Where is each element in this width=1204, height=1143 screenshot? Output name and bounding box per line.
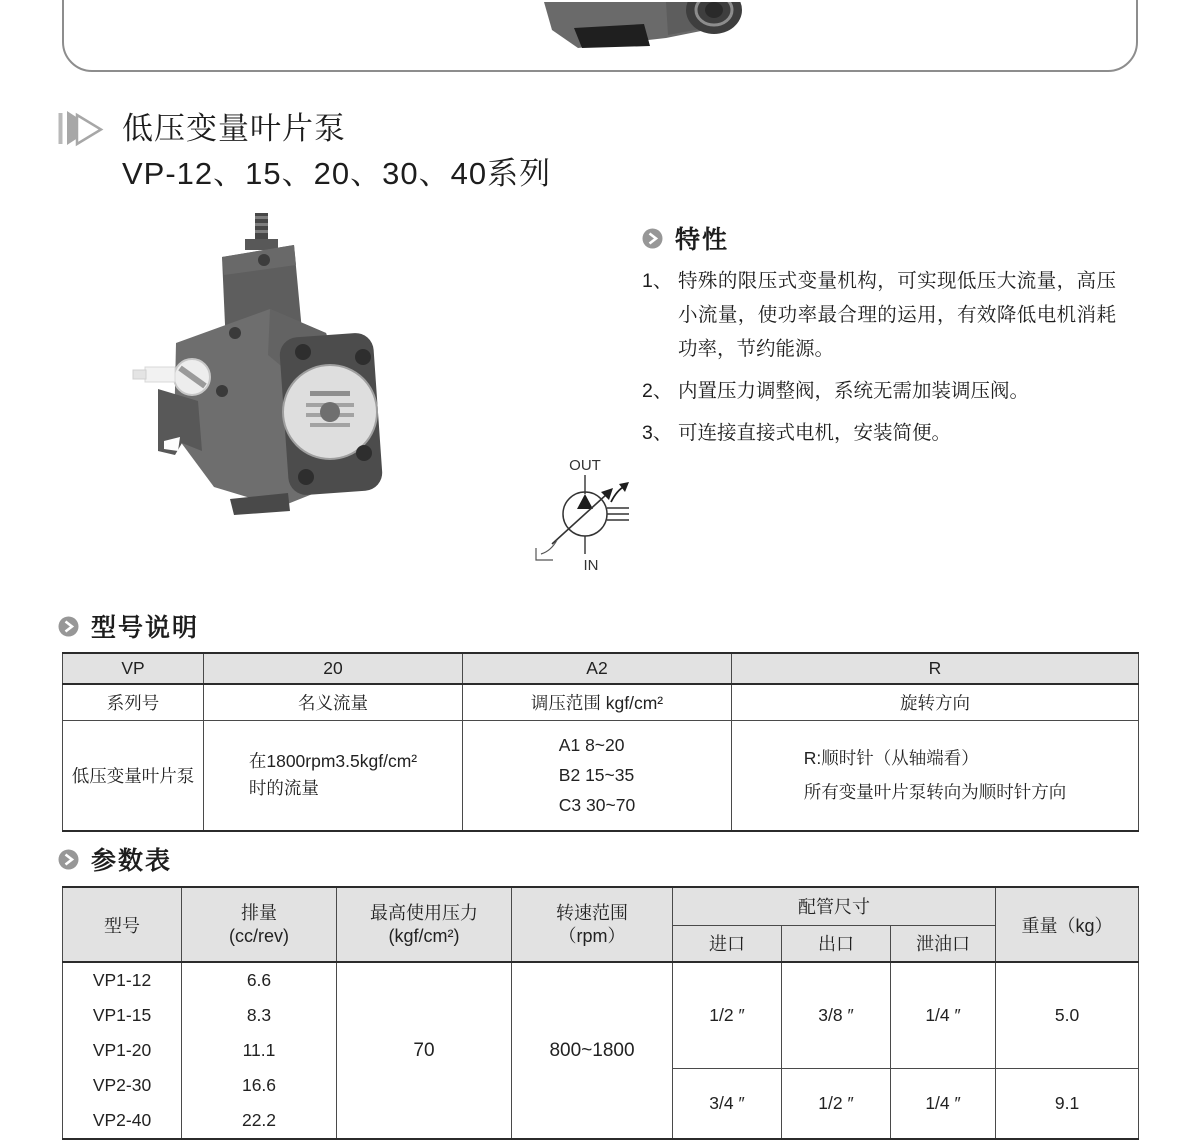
rotation-desc-cell (732, 720, 1139, 831)
section-marker-icon (642, 228, 663, 249)
inlet-size-cell: 3/4 ″ (673, 1068, 782, 1139)
label-series: 系列号 (63, 684, 204, 720)
section-heading: 参数表 (91, 847, 173, 875)
drain-size-cell: 1/4 ″ (891, 962, 996, 1068)
section-marker-icon (58, 849, 79, 870)
speed-range-cell: 800~1800 (512, 962, 673, 1139)
param-section-heading (58, 841, 172, 877)
model-name: VP1-12 (92, 970, 152, 990)
model-name: VP1-20 (92, 1040, 152, 1060)
drain-size-cell: 1/4 ″ (891, 1068, 996, 1139)
feature-item (642, 416, 1116, 450)
label-pressure-range: 调压范围 kgf/cm² (463, 684, 732, 720)
section-heading: 型号说明 (91, 614, 200, 642)
fast-forward-icon (58, 110, 108, 150)
series-name-cell: 低压变量叶片泵 (63, 720, 204, 831)
displacement-value: 16.6 (241, 1075, 277, 1095)
param-table (62, 886, 1139, 1140)
pump-product-photo (118, 205, 463, 540)
displacement-value: 8.3 (246, 1005, 272, 1025)
feature-item (642, 264, 1116, 366)
feature-number: 1、 (642, 270, 673, 292)
features-heading: 特性 (675, 226, 730, 254)
col-header-piping: 配管尺寸 (673, 887, 996, 925)
pressure-option: C3 30~70 (558, 795, 636, 816)
model-code-rotation: R (732, 653, 1139, 684)
pump-photo-fragment (516, 2, 766, 50)
col-header-inlet: 进口 (673, 925, 782, 962)
inlet-size-cell: 1/2 ″ (673, 962, 782, 1068)
pump-symbol-diagram (523, 448, 683, 578)
model-name: VP2-30 (92, 1075, 152, 1095)
model-table (62, 652, 1139, 832)
section-marker-icon (58, 616, 79, 637)
label-rotation: 旋转方向 (732, 684, 1139, 720)
label-flow: 名义流量 (204, 684, 463, 720)
feature-number: 2、 (642, 380, 673, 402)
weight-cell: 5.0 (996, 962, 1139, 1068)
feature-text: 可连接直接式电机，安装简便。 (678, 422, 952, 444)
displacement-value: 6.6 (246, 970, 272, 990)
title-block (58, 106, 551, 196)
model-code-flow: 20 (204, 653, 463, 684)
flow-line: 时的流量 (248, 778, 319, 799)
model-code-vp: VP (63, 653, 204, 684)
weight-cell: 9.1 (996, 1068, 1139, 1139)
feature-text: 内置压力调整阀，系统无需加装调压阀。 (678, 380, 1030, 402)
displacement-list-cell (182, 962, 337, 1139)
col-header-displacement: 排量 (cc/rev) (182, 887, 337, 962)
model-name: VP2-40 (92, 1110, 152, 1130)
max-pressure-cell: 70 (337, 962, 512, 1139)
col-header-max-pressure: 最高使用压力 (kgf/cm²) (337, 887, 512, 962)
displacement-value: 11.1 (242, 1040, 276, 1060)
col-header-drain: 泄油口 (891, 925, 996, 962)
pressure-options-cell (463, 720, 732, 831)
model-name: VP1-15 (92, 1005, 152, 1025)
col-header-weight: 重量（kg） (996, 887, 1139, 962)
model-list-cell (63, 962, 182, 1139)
flow-line: 在1800rpm3.5kgf/cm² (248, 751, 418, 772)
top-image-box (62, 0, 1138, 72)
feature-text: 特殊的限压式变量机构，可实现低压大流量，高压小流量，使功率最合理的运用，有效降低电机消耗功率，节约能源。 (678, 270, 1116, 360)
symbol-in-label: IN (583, 557, 599, 574)
flow-desc-cell (204, 720, 463, 831)
displacement-value: 22.2 (241, 1110, 277, 1130)
col-header-model: 型号 (63, 887, 182, 962)
rotation-line: R:顺时针（从轴端看） (803, 748, 979, 769)
page-subtitle: VP-12、15、20、30、40系列 (122, 156, 552, 191)
rotation-line: 所有变量叶片泵转向为顺时针方向 (803, 782, 1067, 803)
col-header-speed-range: 转速范围 （rpm） (512, 887, 673, 962)
features-section (642, 220, 1150, 450)
outlet-size-cell: 3/8 ″ (782, 962, 891, 1068)
symbol-out-label: OUT (569, 457, 601, 474)
outlet-size-cell: 1/2 ″ (782, 1068, 891, 1139)
feature-item (642, 374, 1116, 408)
pressure-option: B2 15~35 (558, 765, 635, 786)
model-section-heading (58, 608, 199, 644)
pressure-option: A1 8~20 (558, 735, 625, 756)
page-title: 低压变量叶片泵 (122, 111, 346, 146)
model-code-pressure: A2 (463, 653, 732, 684)
feature-number: 3、 (642, 422, 673, 444)
col-header-outlet: 出口 (782, 925, 891, 962)
